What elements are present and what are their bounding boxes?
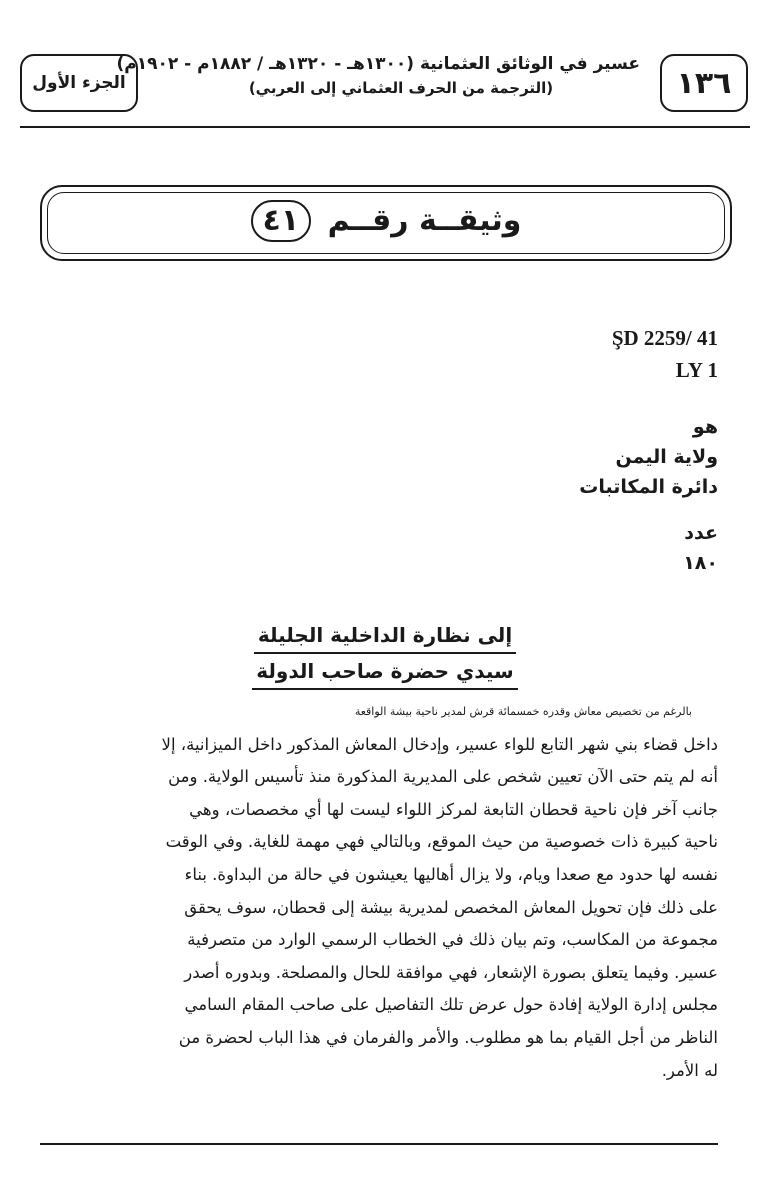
- book-title-line1: عسير في الوثائق العثمانية (١٣٠٠هـ - ١٣٢٠هـ / ١٨٨٢م - ١٩٠٢م): [116, 54, 640, 74]
- archive-reference: ŞD 2259/ 41: [611, 326, 718, 350]
- book-title: [116, 52, 640, 100]
- body-line: الناظر من أجل القيام بما هو مطلوب. والأمر والفرمان في هذا الباب لحضرة من: [178, 1027, 718, 1047]
- count-label: عدد: [684, 522, 718, 544]
- addressee-line: إلى نظارة الداخلية الجليلة: [254, 618, 516, 654]
- body-line: عسير. وفيما يتعلق بصورة الإشعار، فهي موافقة للحال والمصلحة. وبدوره أصدر: [184, 962, 718, 982]
- body-line: مجلس إدارة الولاية إفادة حول عرض تلك التفاصيل على صاحب المقام السامي: [184, 995, 718, 1015]
- footer-divider: [40, 1143, 718, 1145]
- department: دائرة المكاتبات: [579, 476, 718, 498]
- document-title-label: وثيقــة رقــم: [327, 203, 522, 238]
- document-title-frame: [40, 185, 732, 261]
- body-line: على ذلك فإن تحويل المعاش المخصص لمديرية بيشة إلى قحطان، سوف يحقق: [184, 897, 718, 917]
- document-title: [42, 199, 730, 243]
- page-number: ١٣٦: [660, 54, 748, 112]
- page-header: [20, 44, 748, 124]
- document-number: ٤١: [251, 200, 312, 242]
- book-title-line2: (الترجمة من الحرف العثماني إلى العربي): [248, 79, 554, 97]
- addressee-block: [0, 618, 770, 690]
- header-divider: [20, 126, 750, 128]
- body-line: داخل قضاء بني شهر التابع للواء عسير، وإدخال المعاش المذكور داخل الميزانية، إلا: [161, 734, 718, 754]
- body-line: جانب آخر فإن ناحية قحطان التابعة لمركز اللواء ليست لها أي مخصصات، وهي: [189, 799, 718, 819]
- body-line: بالرغم من تخصيص معاش وقدره خمسمائة قرش لمدير ناحية بيشة الواقعة: [354, 705, 692, 718]
- letter-body: [44, 696, 718, 1087]
- invocation: هو: [692, 416, 718, 438]
- count-value: ١٨٠: [683, 552, 718, 574]
- archive-reference: LY 1: [675, 358, 718, 382]
- archive-references: [612, 322, 718, 386]
- addressee-line: سيدي حضرة صاحب الدولة: [252, 654, 517, 690]
- part-label: الجزء الأول: [20, 54, 138, 112]
- body-line: أنه لم يتم حتى الآن تعيين شخص على المديرية المذكورة منذ تأسيس الولاية. ومن: [168, 767, 718, 787]
- body-line: ناحية كبيرة ذات خصوصية من حيث الموقع، وبالتالي فهي مهمة للغاية. وفي الوقت: [165, 832, 718, 852]
- body-line: له الأمر.: [661, 1060, 718, 1080]
- document-meta: [579, 412, 718, 578]
- body-line: نفسه لها حدود مع صعدا ويام، ولا يزال أهاليها يعيشون في حالة من البداوة. بناء: [184, 864, 718, 884]
- province: ولاية اليمن: [615, 446, 718, 468]
- body-line: مجموعة من المكاسب، وتم بيان ذلك في الخطاب الرسمي الوارد من متصرفية: [187, 930, 718, 950]
